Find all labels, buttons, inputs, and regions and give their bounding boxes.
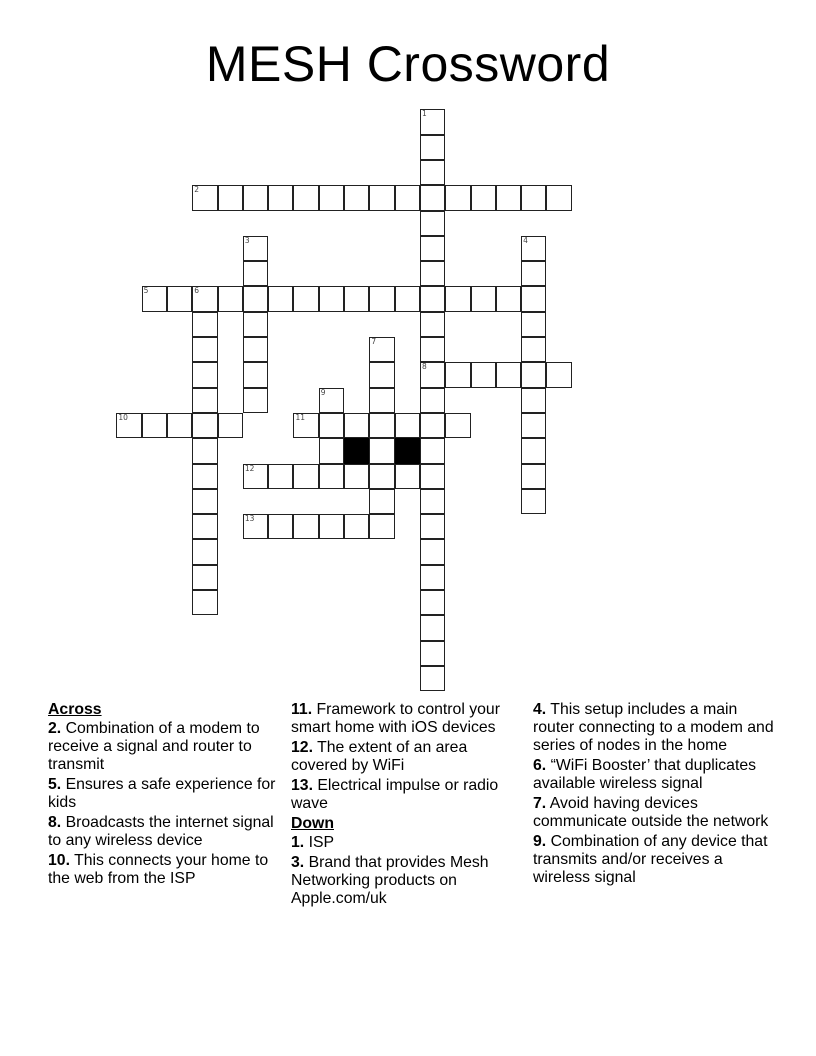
clue-down-4	[533, 701, 778, 755]
clue-across-10	[48, 852, 284, 888]
grid-cell[interactable]	[192, 489, 217, 514]
grid-cell[interactable]	[192, 388, 217, 413]
grid-cell[interactable]	[268, 185, 293, 210]
clue-down-1	[291, 834, 527, 852]
grid-cell[interactable]	[344, 514, 369, 539]
clue-text: Combination of any device that transmits and/or receives a wireless signal	[533, 833, 768, 886]
clue-number: 5.	[48, 776, 62, 793]
grid-cell[interactable]	[369, 514, 394, 539]
clues-column-2	[291, 701, 527, 910]
grid-cell[interactable]	[192, 312, 217, 337]
grid-cell[interactable]	[243, 185, 268, 210]
grid-cell[interactable]	[521, 261, 546, 286]
clue-text: Combination of a modem to receive a signal and router to transmit	[48, 720, 260, 773]
grid-cell[interactable]	[293, 514, 318, 539]
grid-cell[interactable]	[369, 286, 394, 311]
clue-across-12	[291, 739, 527, 775]
clue-number-label: 5	[143, 286, 149, 296]
grid-cell[interactable]	[192, 438, 217, 463]
page-title: MESH Crossword	[205, 36, 611, 92]
grid-cell[interactable]	[420, 337, 445, 362]
clue-number-label: 10	[118, 412, 128, 422]
grid-cell[interactable]	[192, 539, 217, 564]
grid-cell[interactable]	[192, 337, 217, 362]
grid-cell[interactable]	[319, 286, 344, 311]
clue-text: Brand that provides Mesh Networking products on Apple.com/uk	[291, 854, 489, 907]
grid-cell[interactable]	[243, 312, 268, 337]
clue-across-8	[48, 814, 284, 850]
grid-cell[interactable]	[546, 185, 571, 210]
grid-cell[interactable]	[192, 413, 217, 438]
grid-cell[interactable]	[319, 185, 344, 210]
grid-cell[interactable]	[243, 362, 268, 387]
clue-number: 8.	[48, 814, 62, 831]
grid-cell[interactable]	[420, 666, 445, 691]
clue-number: 2.	[48, 720, 62, 737]
clue-number: 6.	[533, 757, 547, 774]
grid-cell[interactable]	[319, 464, 344, 489]
clue-number-label: 13	[244, 514, 255, 524]
clue-number: 11.	[291, 701, 313, 718]
grid-cell[interactable]	[243, 261, 268, 286]
grid-cell[interactable]	[521, 236, 546, 261]
grid-cell[interactable]	[445, 413, 470, 438]
grid-cell[interactable]	[420, 109, 445, 134]
clue-down-9	[533, 833, 778, 887]
grid-cell[interactable]	[192, 286, 217, 311]
clue-number: 9.	[533, 833, 547, 850]
clue-across-11	[291, 701, 527, 737]
grid-cell[interactable]	[167, 413, 192, 438]
grid-cell[interactable]	[369, 388, 394, 413]
grid-cell[interactable]	[319, 438, 344, 463]
grid-cell[interactable]	[293, 185, 318, 210]
grid-cell[interactable]	[420, 362, 445, 387]
grid-cell[interactable]	[420, 565, 445, 590]
clue-across-2	[48, 720, 284, 774]
grid-cell[interactable]	[344, 413, 369, 438]
clue-number: 7.	[533, 795, 547, 812]
grid-cell[interactable]	[521, 388, 546, 413]
clue-text: Broadcasts the internet signal to any wireless device	[48, 814, 274, 849]
clue-text: Avoid having devices communicate outside the network	[533, 795, 769, 830]
grid-cell[interactable]	[243, 514, 268, 539]
clue-number: 13.	[291, 777, 313, 794]
grid-cell[interactable]	[116, 413, 141, 438]
grid-cell[interactable]	[293, 413, 318, 438]
grid-cell[interactable]	[471, 286, 496, 311]
clue-text: Electrical impulse or radio wave	[291, 777, 499, 812]
grid-cell[interactable]	[420, 539, 445, 564]
grid-cell[interactable]	[319, 388, 344, 413]
clue-across-13	[291, 777, 527, 813]
grid-cell[interactable]	[521, 438, 546, 463]
grid-cell[interactable]	[268, 464, 293, 489]
clue-number-label: 8	[421, 362, 427, 372]
grid-cell[interactable]	[420, 489, 445, 514]
grid-cell[interactable]	[521, 413, 546, 438]
grid-cell[interactable]	[471, 185, 496, 210]
grid-cell[interactable]	[369, 464, 394, 489]
clue-number-label: 7	[371, 337, 377, 347]
clues-column-3	[533, 701, 778, 889]
grid-cell[interactable]	[420, 236, 445, 261]
grid-cell[interactable]	[420, 261, 445, 286]
grid-cell[interactable]	[420, 388, 445, 413]
clues-column-1	[48, 701, 284, 890]
grid-cell[interactable]	[521, 286, 546, 311]
grid-cell[interactable]	[243, 286, 268, 311]
grid-cell[interactable]	[420, 312, 445, 337]
grid-cell[interactable]	[395, 286, 420, 311]
clue-down-3	[291, 854, 527, 908]
grid-cell[interactable]	[496, 286, 521, 311]
grid-cell[interactable]	[420, 514, 445, 539]
grid-cell[interactable]	[218, 413, 243, 438]
grid-cell[interactable]	[167, 286, 192, 311]
grid-cell[interactable]	[521, 185, 546, 210]
grid-cell[interactable]	[369, 413, 394, 438]
grid-cell[interactable]	[420, 615, 445, 640]
grid-cell[interactable]	[369, 337, 394, 362]
grid-cell[interactable]	[521, 312, 546, 337]
grid-cell[interactable]	[395, 413, 420, 438]
grid-cell[interactable]	[521, 464, 546, 489]
clue-number-label: 11	[295, 412, 305, 422]
crossword-grid	[117, 110, 597, 700]
clue-number: 4.	[533, 701, 547, 718]
down-heading: Down	[291, 815, 334, 832]
grid-cell[interactable]	[420, 135, 445, 160]
grid-cell[interactable]	[521, 362, 546, 387]
grid-cell[interactable]	[243, 388, 268, 413]
grid-cell[interactable]	[420, 211, 445, 236]
grid-cell[interactable]	[445, 286, 470, 311]
grid-cell[interactable]	[445, 185, 470, 210]
grid-cell[interactable]	[218, 185, 243, 210]
clue-number-label: 12	[244, 463, 255, 473]
grid-cell[interactable]	[369, 362, 394, 387]
clue-across-5	[48, 776, 284, 812]
clue-down-7	[533, 795, 778, 831]
grid-cell[interactable]	[218, 286, 243, 311]
clue-text: Ensures a safe experience for kids	[48, 776, 276, 811]
grid-cell[interactable]	[142, 286, 167, 311]
grid-cell[interactable]	[471, 362, 496, 387]
grid-cell[interactable]	[192, 362, 217, 387]
grid-cell[interactable]	[369, 438, 394, 463]
grid-cell[interactable]	[420, 286, 445, 311]
grid-cell[interactable]	[243, 236, 268, 261]
grid-cell[interactable]	[445, 362, 470, 387]
clue-text: ISP	[308, 834, 335, 851]
grid-cell[interactable]	[395, 185, 420, 210]
grid-cell[interactable]	[496, 362, 521, 387]
grid-cell[interactable]	[192, 185, 217, 210]
black-cell	[344, 438, 369, 463]
grid-cell[interactable]	[319, 413, 344, 438]
grid-cell[interactable]	[369, 489, 394, 514]
clue-text: The extent of an area covered by WiFi	[291, 739, 468, 774]
clue-text: Framework to control your smart home with iOS devices	[291, 701, 500, 736]
across-heading: Across	[48, 701, 102, 718]
grid-cell[interactable]	[496, 185, 521, 210]
clue-number-label: 2	[194, 185, 200, 195]
grid-cell[interactable]	[521, 489, 546, 514]
grid-cell[interactable]	[521, 337, 546, 362]
grid-cell[interactable]	[344, 185, 369, 210]
grid-cell[interactable]	[420, 413, 445, 438]
grid-cell[interactable]	[142, 413, 167, 438]
grid-cell[interactable]	[369, 185, 394, 210]
clue-down-6	[533, 757, 778, 793]
grid-cell[interactable]	[192, 590, 217, 615]
grid-cell[interactable]	[420, 438, 445, 463]
grid-cell[interactable]	[192, 514, 217, 539]
clue-number-label: 4	[523, 235, 528, 245]
grid-cell[interactable]	[243, 337, 268, 362]
grid-cell[interactable]	[268, 514, 293, 539]
black-cell	[395, 438, 420, 463]
grid-cell[interactable]	[344, 286, 369, 311]
grid-cell[interactable]	[546, 362, 571, 387]
clue-number: 1.	[291, 834, 305, 851]
grid-cell[interactable]	[344, 464, 369, 489]
grid-cell[interactable]	[293, 464, 318, 489]
clue-number-label: 9	[320, 387, 326, 397]
grid-cell[interactable]	[192, 565, 217, 590]
clue-text: “WiFi Booster’ that duplicates available wireless signal	[533, 757, 757, 792]
grid-cell[interactable]	[420, 160, 445, 185]
grid-cell[interactable]	[420, 185, 445, 210]
clue-text: This setup includes a main router connecting to a modem and series of nodes in the home	[533, 701, 774, 754]
grid-cell[interactable]	[319, 514, 344, 539]
clue-text: This connects your home to the web from the ISP	[48, 852, 269, 887]
grid-cell[interactable]	[420, 464, 445, 489]
grid-cell[interactable]	[420, 590, 445, 615]
grid-cell[interactable]	[293, 286, 318, 311]
clue-number-label: 3	[244, 235, 250, 245]
grid-cell[interactable]	[395, 464, 420, 489]
clue-number: 10.	[48, 852, 70, 869]
grid-cell[interactable]	[268, 286, 293, 311]
clue-number-label: 6	[194, 286, 200, 296]
clue-number: 3.	[291, 854, 305, 871]
grid-cell[interactable]	[192, 464, 217, 489]
clue-number-label: 1	[421, 109, 427, 119]
grid-cell[interactable]	[243, 464, 268, 489]
clue-number: 12.	[291, 739, 313, 756]
grid-cell[interactable]	[420, 641, 445, 666]
